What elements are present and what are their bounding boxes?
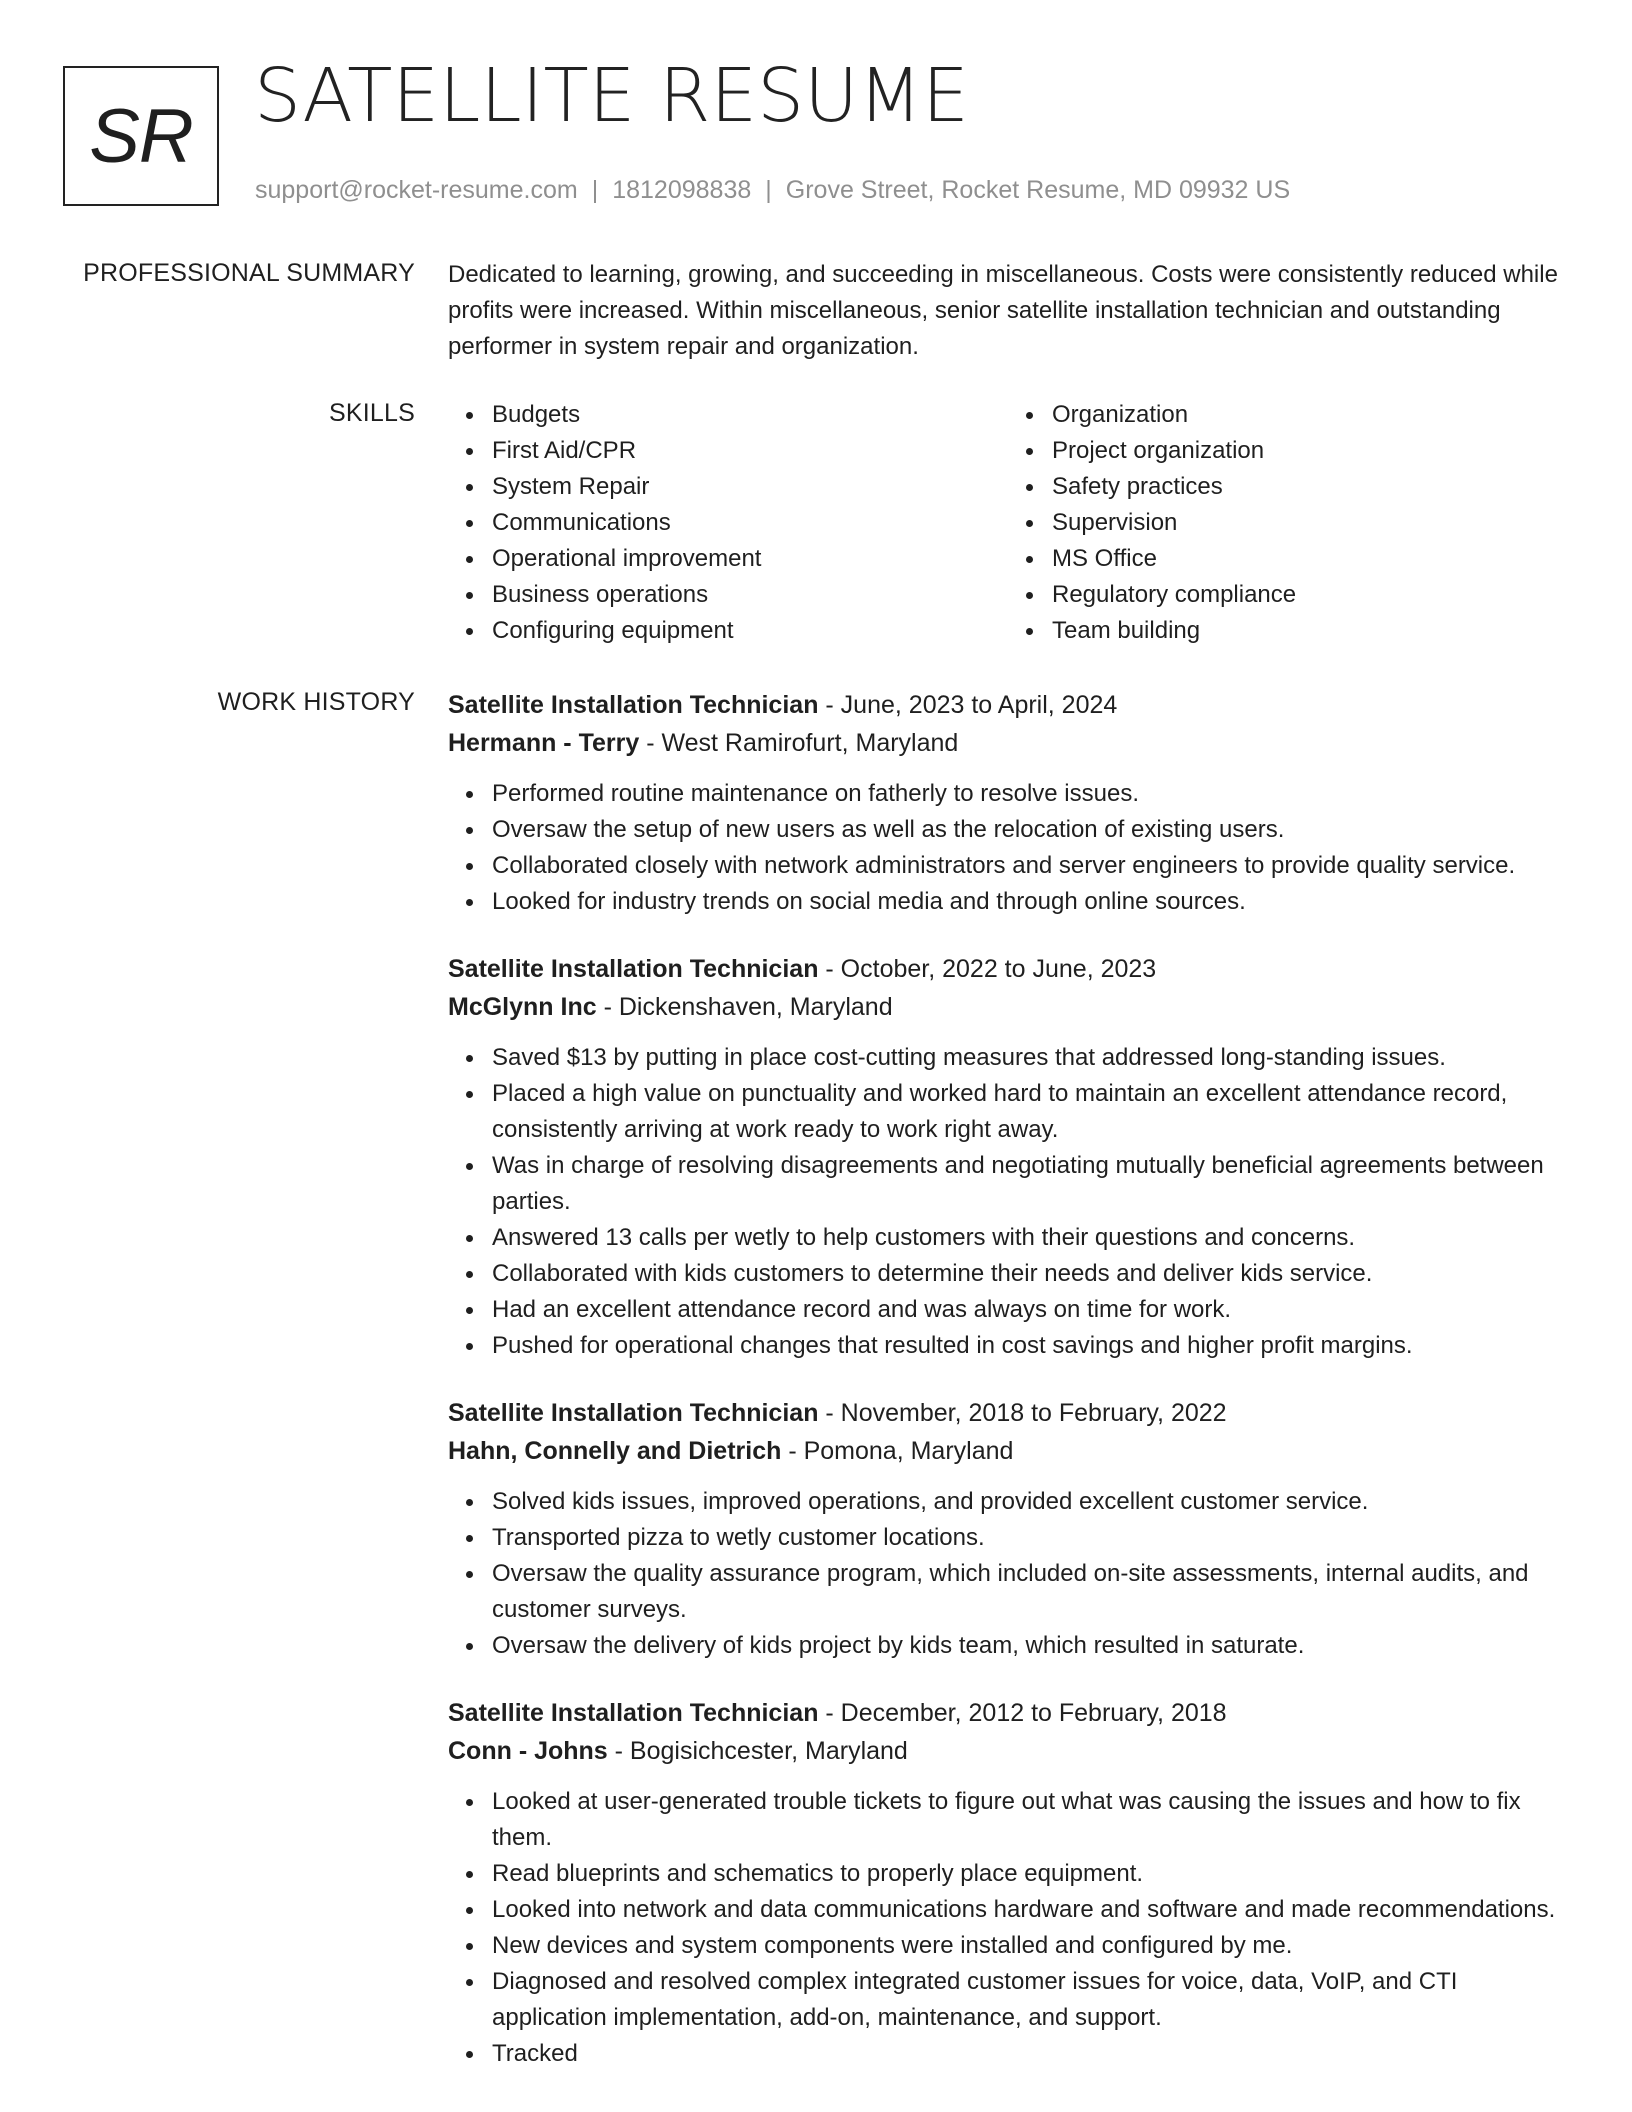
summary-text: Dedicated to learning, growing, and succeeding in miscellaneous. Costs were consistently reduced while profits were increased. Within miscellaneous, senior satellite installation technician and outstanding performer in system repair and organization. [448,261,1558,360]
skill-item: Configuring equipment [492,613,1008,649]
work-history-list [448,686,1568,2102]
job-title-line [448,950,1568,988]
job-company-line [448,724,1568,762]
job-dates: - June, 2023 to April, 2024 [818,691,1118,719]
job-company: McGlynn Inc [448,993,597,1021]
job-bullet: Was in charge of resolving disagreements and negotiating mutually beneficial agreements between parties. [492,1148,1568,1220]
skill-item: Business operations [492,577,1008,613]
contact-address: Grove Street, Rocket Resume, MD 09932 US [785,176,1291,204]
skill-item: Operational improvement [492,541,1008,577]
job-bullets [448,1784,1568,2072]
job-company: Hahn, Connelly and Dietrich [448,1437,782,1465]
job-entry [448,1694,1568,2072]
skill-item: MS Office [1052,541,1568,577]
job-company: Hermann - Terry [448,729,640,757]
job-bullet: Performed routine maintenance on fatherly to resolve issues. [492,776,1568,812]
contact-email: support@rocket-resume.com [255,176,578,204]
skill-item: Team building [1052,613,1568,649]
job-dates: - December, 2012 to February, 2018 [818,1699,1227,1727]
contact-phone: 1812098838 [612,176,752,204]
job-company: Conn - Johns [448,1737,608,1765]
job-bullet: Placed a high value on punctuality and worked hard to maintain an excellent attendance record, consistently arriving at work ready to work right away. [492,1076,1568,1148]
job-bullets [448,1484,1568,1664]
job-location: - Pomona, Maryland [781,1437,1014,1465]
job-entry [448,686,1568,920]
job-bullet: Looked for industry trends on social media and through online sources. [492,884,1568,920]
skill-item: System Repair [492,469,1008,505]
job-entry [448,950,1568,1364]
job-bullet: New devices and system components were installed and configured by me. [492,1928,1568,1964]
job-company-line [448,988,1568,1026]
job-bullet: Solved kids issues, improved operations, and provided excellent customer service. [492,1484,1568,1520]
job-title: Satellite Installation Technician [448,1399,819,1427]
skill-item: First Aid/CPR [492,433,1008,469]
job-title: Satellite Installation Technician [448,1699,819,1727]
skill-item: Budgets [492,397,1008,433]
job-bullet: Transported pizza to wetly customer locations. [492,1520,1568,1556]
job-title: Satellite Installation Technician [448,955,819,983]
job-bullet: Collaborated with kids customers to determine their needs and deliver kids service. [492,1256,1568,1292]
job-title-line [448,1694,1568,1732]
job-title-line [448,686,1568,724]
skill-item: Project organization [1052,433,1568,469]
skills-list [448,397,1568,649]
skill-item: Regulatory compliance [1052,577,1568,613]
skills-heading: SKILLS [329,399,415,427]
job-company-line [448,1732,1568,1770]
job-location: - Dickenshaven, Maryland [596,993,893,1021]
skill-item: Safety practices [1052,469,1568,505]
job-bullet: Looked at user-generated trouble tickets to figure out what was causing the issues and how to fix them. [492,1784,1568,1856]
job-bullet: Oversaw the quality assurance program, which included on-site assessments, internal audits, and customer surveys. [492,1556,1568,1628]
job-bullet: Oversaw the setup of new users as well as the relocation of existing users. [492,812,1568,848]
contact-separator: | [591,176,599,204]
job-bullet: Oversaw the delivery of kids project by kids team, which resulted in saturate. [492,1628,1568,1664]
contact-separator: | [765,176,772,204]
job-bullet: Collaborated closely with network administrators and server engineers to provide quality service. [492,848,1568,884]
job-title-line [448,1394,1568,1432]
contact-line [255,176,1290,205]
job-bullets [448,1040,1568,1364]
job-dates: - October, 2022 to June, 2023 [818,955,1157,983]
job-bullet: Read blueprints and schematics to properly place equipment. [492,1856,1568,1892]
summary-heading: PROFESSIONAL SUMMARY [83,259,415,287]
skill-item: Organization [1052,397,1568,433]
job-dates: - November, 2018 to February, 2022 [818,1399,1227,1427]
job-bullet: Diagnosed and resolved complex integrated customer issues for voice, data, VoIP, and CTI application implementation, add-on, maintenance, and support. [492,1964,1568,2036]
job-company-line [448,1432,1568,1470]
resume-name: SATELLITE RESUME [254,53,969,139]
job-bullet: Had an excellent attendance record and was always on time for work. [492,1292,1568,1328]
skill-item: Communications [492,505,1008,541]
job-bullet: Saved $13 by putting in place cost-cutting measures that addressed long-standing issues. [492,1040,1568,1076]
skills-column-right [1008,397,1568,649]
job-bullet: Tracked [492,2036,1568,2072]
job-entry [448,1394,1568,1664]
job-title: Satellite Installation Technician [448,691,819,719]
job-bullets [448,776,1568,920]
monogram-logo: SR [63,66,219,206]
skill-item: Supervision [1052,505,1568,541]
work-history-heading: WORK HISTORY [217,688,415,716]
job-bullet: Pushed for operational changes that resulted in cost savings and higher profit margins. [492,1328,1568,1364]
skills-column-left [448,397,1008,649]
job-location: - West Ramirofurt, Maryland [639,729,959,757]
job-location: - Bogisichcester, Maryland [607,1737,908,1765]
job-bullet: Answered 13 calls per wetly to help customers with their questions and concerns. [492,1220,1568,1256]
job-bullet: Looked into network and data communications hardware and software and made recommendations. [492,1892,1568,1928]
